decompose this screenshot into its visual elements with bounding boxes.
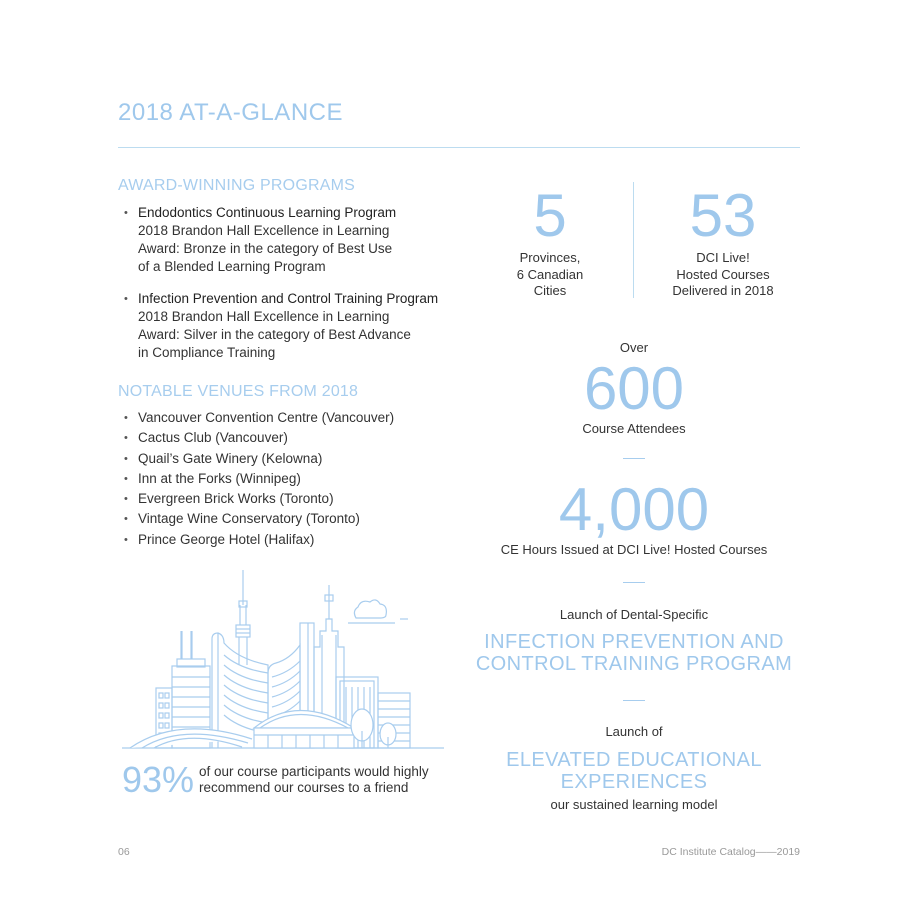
- launch-intro: Launch of Dental-Specific: [559, 607, 709, 622]
- launch-title-line: EXPERIENCES: [560, 770, 708, 793]
- award-detail: Award: Bronze in the category of Best Use: [138, 241, 393, 256]
- stat-label-line: DCI Live!: [696, 250, 750, 265]
- award-detail: 2018 Brandon Hall Excellence in Learning: [138, 223, 390, 238]
- stat-label: CE Hours Issued at DCI Live! Hosted Courses: [500, 542, 768, 557]
- award-detail: of a Blended Learning Program: [138, 259, 326, 274]
- stat-value: 600: [583, 354, 685, 422]
- venues-list: [122, 408, 462, 550]
- venue-item: • Prince George Hotel (Halifax): [122, 530, 462, 550]
- stat-label: [490, 250, 610, 300]
- launch-title-line: ELEVATED EDUCATIONAL: [506, 748, 762, 771]
- stat-label-line: 6 Canadian: [516, 266, 584, 282]
- launch-intro: Launch of: [605, 724, 663, 739]
- launch-title: [470, 749, 798, 793]
- catalog-footer: DC Institute Catalog——2019: [661, 846, 800, 858]
- award-name: • Endodontics Continuous Learning Program: [138, 205, 397, 220]
- dash-divider: [623, 582, 645, 583]
- stat-label-line: Hosted Courses: [676, 266, 770, 282]
- recommend-text: [199, 764, 429, 795]
- award-detail: Award: Silver in the category of Best Advance: [138, 327, 411, 342]
- recommend-line: of our course participants would highly: [199, 764, 429, 779]
- launch-elevated-experiences: [470, 724, 798, 813]
- page-title: 2018 AT-A-GLANCE: [118, 99, 343, 126]
- stat-label: Course Attendees: [582, 420, 686, 436]
- venue-item: • Vintage Wine Conservatory (Toronto): [122, 509, 462, 529]
- stat-prefix: Over: [619, 340, 649, 355]
- stat-value: 5: [533, 182, 567, 249]
- city-skyline-icon: [118, 565, 450, 755]
- award-detail: 2018 Brandon Hall Excellence in Learning: [138, 309, 390, 324]
- city-hall-dome: [254, 711, 354, 729]
- stat-ce-hours: [470, 476, 798, 559]
- stat-provinces: [490, 182, 610, 300]
- venue-item: • Vancouver Convention Centre (Vancouver): [122, 408, 462, 428]
- awards-heading: AWARD-WINNING PROGRAMS: [118, 177, 355, 194]
- venue-item: • Inn at the Forks (Winnipeg): [122, 469, 462, 489]
- stat-label-line: Provinces,: [519, 250, 581, 265]
- venues-heading: NOTABLE VENUES FROM 2018: [118, 383, 359, 400]
- stat-attendees: [484, 340, 784, 437]
- launch-infection-control: [470, 607, 798, 675]
- launch-outro: our sustained learning model: [550, 796, 718, 812]
- launch-title-line: INFECTION PREVENTION AND: [484, 630, 784, 653]
- venue-item: • Evergreen Brick Works (Toronto): [122, 489, 462, 509]
- award-item: [122, 204, 482, 276]
- recommend-percent: 93%: [122, 759, 195, 800]
- stat-courses: [650, 182, 796, 300]
- dash-divider: [623, 458, 645, 459]
- dash-divider: [623, 700, 645, 701]
- venue-item: • Quail’s Gate Winery (Kelowna): [122, 449, 462, 469]
- awards-list: [122, 204, 482, 376]
- stat-label: [650, 250, 796, 300]
- page-number: 06: [118, 846, 130, 858]
- stat-label-line: Delivered in 2018: [672, 283, 774, 298]
- award-item: [122, 290, 482, 362]
- stat-divider: [633, 182, 634, 298]
- cloud-icon: [354, 600, 386, 618]
- award-detail: in Compliance Training: [138, 345, 276, 360]
- launch-title-line: CONTROL TRAINING PROGRAM: [475, 652, 793, 675]
- title-divider: [118, 147, 800, 148]
- stat-value: 53: [689, 182, 757, 249]
- recommend-line: recommend our courses to a friend: [199, 779, 409, 795]
- stat-label-line: Cities: [533, 283, 567, 298]
- award-name: • Infection Prevention and Control Training Program: [138, 291, 439, 306]
- launch-title: [470, 631, 798, 675]
- venue-item: • Cactus Club (Vancouver): [122, 428, 462, 448]
- stat-value: 4,000: [558, 476, 710, 543]
